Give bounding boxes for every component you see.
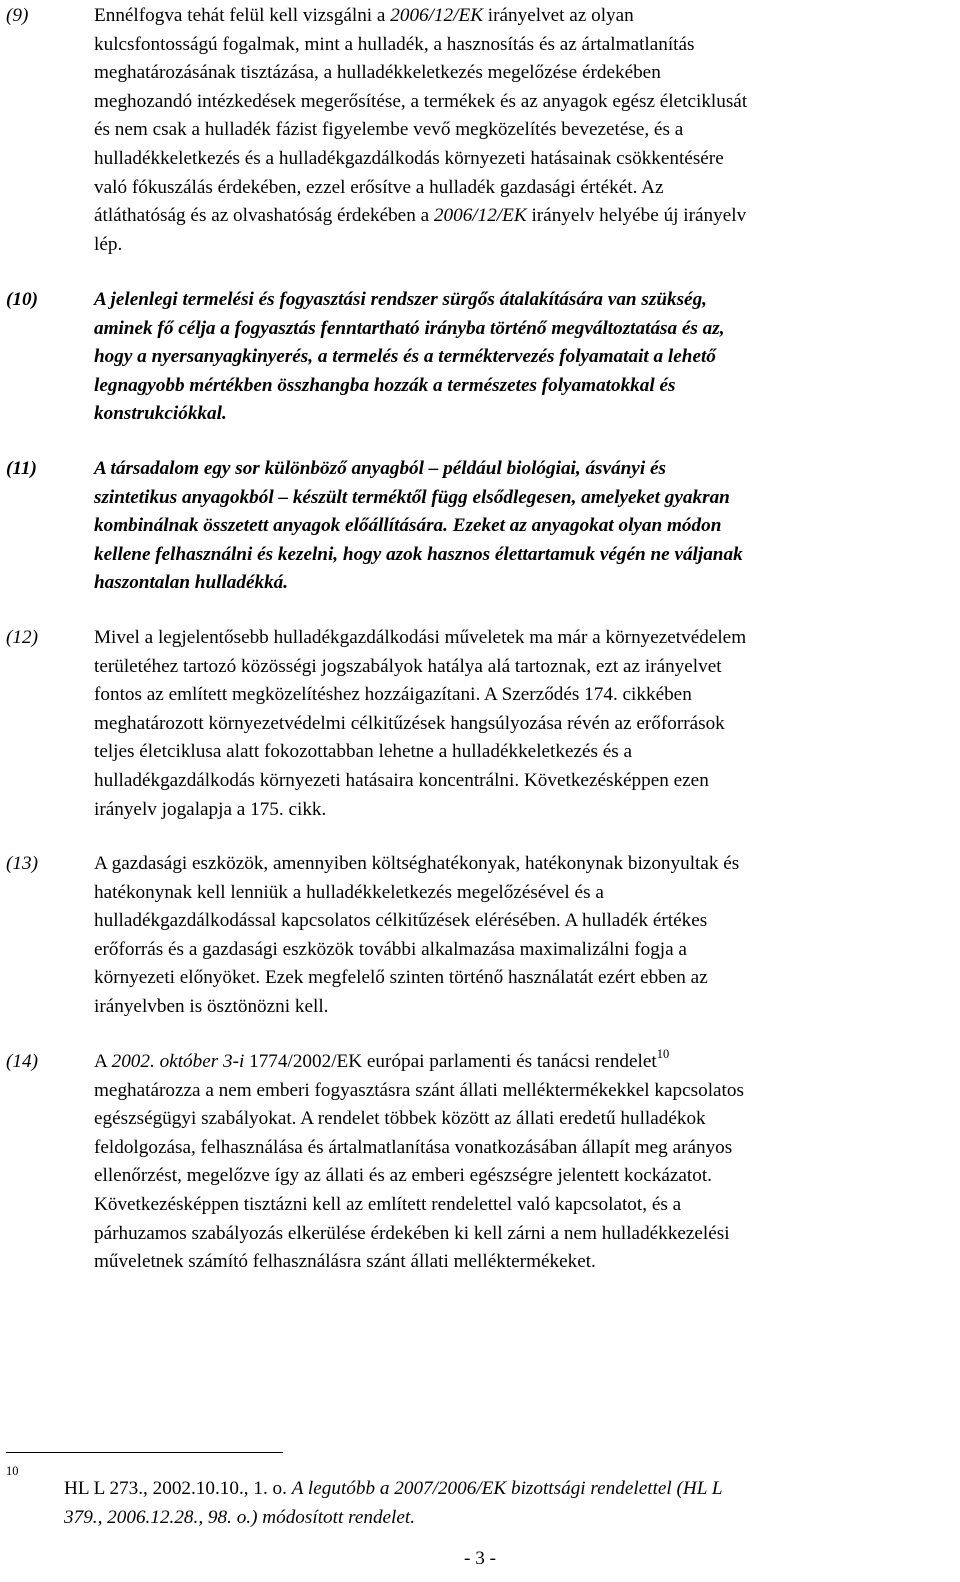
recital-text	[94, 624, 939, 824]
page-number: - 3 -	[464, 1548, 496, 1569]
text-line: szintetikus anyagokból – készült terméktől függ elsődlegesen, amelyeket gyakran	[94, 486, 730, 508]
recital-text	[94, 850, 939, 1022]
text-line: műveletnek számító felhasználásra szánt állati melléktermékeket.	[94, 1251, 596, 1273]
text-line: párhuzamos szabályozás elkerülése érdekében ki kell zárni a nem hulladékkezelési	[94, 1222, 730, 1244]
text-line: aminek fő célja a fogyasztás fenntartható irányba történő megváltoztatása és az,	[94, 317, 725, 339]
footnote-number: 10	[6, 1464, 19, 1478]
text-line: Mivel a legjelentősebb hulladékgazdálkodási műveletek ma már a környezetvédelem	[94, 627, 747, 648]
text-line: konstrukciókkal.	[94, 403, 227, 425]
recital-number: (10)	[6, 289, 38, 310]
text-line: meghozandó intézkedések megerősítése, a termékek és az anyagok egész életciklusát	[94, 90, 748, 112]
text-line: kellene felhasználni és kezelni, hogy azok hasznos élettartamuk végén ne váljanak	[94, 543, 743, 565]
recital-text	[94, 455, 939, 598]
text-line: lép.	[94, 233, 123, 255]
text-line: hulladékkeletkezés és a hulladékgazdálkodás környezeti hatásainak csökkentésére	[94, 147, 724, 169]
text-line: meghatározza a nem emberi fogyasztásra szánt állati melléktermékekkel kapcsolatos	[94, 1079, 744, 1101]
text-line: fontos az említett megközelítéshez hozzáigazítani. A Szerződés 174. cikkében	[94, 684, 692, 706]
text-line: A 2002. október 3-i 1774/2002/EK európai parlamenti és tanácsi rendelet$^{10}$	[94, 1047, 670, 1072]
text-line: HL L 273., 2002.10.10., 1. o. A legutóbb a 2007/2006/EK bizottsági rendelettel (HL L	[64, 1478, 723, 1499]
text-line: kombinálnak összetett anyagok előállítására. Ezeket az anyagokat olyan módon	[94, 515, 722, 537]
recital-number: (9)	[6, 5, 29, 26]
text-line: hulladékgazdálkodás környezeti hatásaira koncentrálni. Következésképpen ezen	[94, 769, 709, 791]
text-line	[64, 1504, 944, 1533]
text-line: irányelvben is ösztönözni kell.	[94, 995, 329, 1017]
text-line: hatékonynak kell lenniük a hulladékkeletkezés megelőzésével és a	[94, 881, 604, 903]
recital-number: (14)	[6, 1051, 38, 1072]
footnote-separator	[6, 1452, 283, 1453]
text-line: kulcsfontosságú fogalmak, mint a hulladék, a hasznosítás és az ártalmatlanítás	[94, 33, 695, 55]
text-line: haszontalan hulladékká.	[94, 572, 289, 594]
text-line: területéhez tartozó közösségi jogszabályok hatálya alá tartoznak, ezt az irányelvet	[94, 655, 722, 677]
italic-run: 2006/12/EK	[390, 5, 483, 26]
recital-number: (11)	[6, 458, 37, 479]
italic-run: 2002. október 3-i	[111, 1051, 245, 1072]
italic-run: 2006/12/EK	[433, 205, 527, 227]
text-line: feldolgozása, felhasználása és ártalmatlanítása vonatkozásában állapít meg arányos	[94, 1136, 733, 1158]
text-line: erőforrás és a gazdasági eszközök további alkalmazása maximalizálni fogja a	[94, 938, 687, 960]
footnote-text	[64, 1475, 944, 1532]
recital-text	[94, 286, 939, 429]
recital-number: (12)	[6, 627, 38, 648]
text-line: hulladékgazdálkodással kapcsolatos célkitűzések elérésében. A hulladék értékes	[94, 910, 708, 932]
text-line: meghatározott környezetvédelmi célkitűzések hangsúlyozása révén az erőforrások	[94, 712, 725, 734]
text-line: egészségügyi szabályokat. A rendelet többek között az állati eredetű hulladékok	[94, 1108, 706, 1130]
text-line: teljes életciklusa alatt fokozottabban lehetne a hulladékkeletkezés és a	[94, 741, 633, 763]
text-line: A jelenlegi termelési és fogyasztási rendszer sürgős átalakítására van szükség,	[94, 289, 707, 310]
text-line: Következésképpen tisztázni kell az említett rendelettel való kapcsolatot, és a	[94, 1193, 682, 1215]
text-line: A társadalom egy sor különböző anyagból – például biológiai, ásványi és	[94, 458, 666, 479]
recital-text	[94, 2, 939, 259]
text-line: átláthatóság és az olvashatóság érdekében a 2006/12/EK irányelv helyébe új irányelv	[94, 205, 747, 227]
text-line: és nem csak a hulladék fázist figyelembe vevő megközelítés bevezetése, és a	[94, 119, 684, 141]
text-line: meghatározásának tisztázása, a hulladékkeletkezés megelőzése érdekében	[94, 62, 661, 84]
text-line: legnagyobb mértékben összhangba hozzák a természetes folyamatokkal és	[94, 374, 676, 396]
text-line: ellenőrzést, megelőzve így az állati és az emberi egészségre jelentett kockázatot.	[94, 1165, 712, 1187]
text-line: A gazdasági eszközök, amennyiben költséghatékonyak, hatékonynak bizonyultak és	[94, 853, 740, 874]
text-line: irányelv jogalapja a 175. cikk.	[94, 798, 327, 820]
recital-number: (13)	[6, 853, 38, 874]
text-line: való fókuszálás érdekében, ezzel erősítve a hulladék gazdasági értékét. Az	[94, 176, 664, 198]
italic-run: 379., 2006.12.28., 98. o.) módosított rendelet.	[64, 1506, 416, 1528]
footnote-reference: 10	[656, 1047, 670, 1061]
text-line: környezeti előnyöket. Ezek megfelelő szinten történő használatát ezért ebben az	[94, 967, 708, 989]
text-line: hogy a nyersanyagkinyerés, a termelés és a terméktervezés folyamatait a lehető	[94, 346, 716, 368]
recital-text	[94, 1048, 939, 1277]
italic-run: A legutóbb a 2007/2006/EK bizottsági rendelettel (HL L	[291, 1478, 723, 1499]
text-line: Ennélfogva tehát felül kell vizsgálni a 2006/12/EK irányelvet az olyan	[94, 5, 634, 26]
